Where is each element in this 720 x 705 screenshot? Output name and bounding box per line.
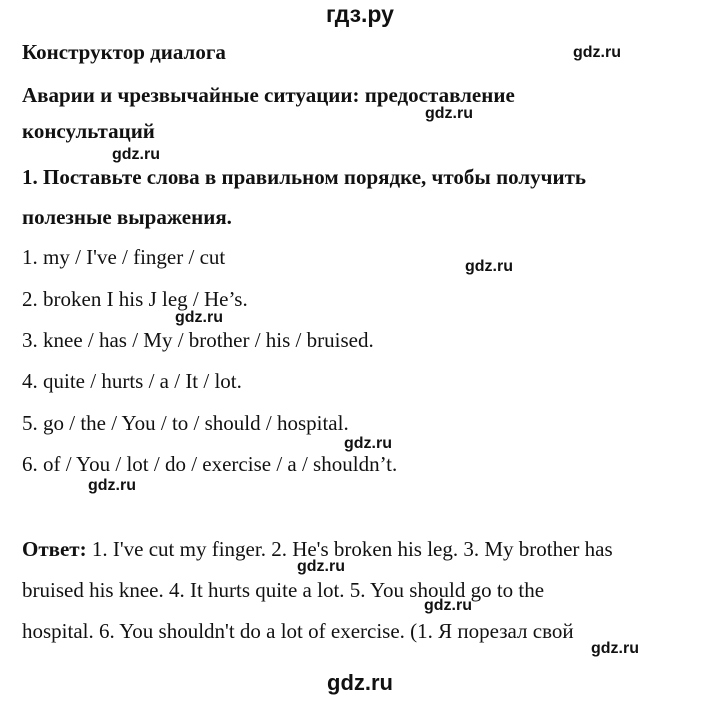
exercise-item-4: 4. quite / hurts / a / It / lot. [22, 369, 242, 393]
watermark: gdz.ru [573, 44, 621, 61]
exercise-item-6: 6. of / You / lot / do / exercise / a / shouldn’t. [22, 452, 398, 476]
answer-line-2: bruised his knee. 4. It hurts quite a lot. 5. You should go to the [22, 578, 545, 602]
exercise-item-3: 3. knee / has / My / brother / his / bruised. [22, 328, 374, 352]
site-title: гдз.ру [326, 1, 394, 27]
exercise-item-1: 1. my / I've / finger / cut [22, 245, 226, 269]
section-title: Конструктор диалога [22, 40, 226, 64]
watermark: gdz.ru [465, 258, 513, 275]
watermark: gdz.ru [112, 146, 160, 163]
exercise-item-2: 2. broken I his J leg / He’s. [22, 287, 248, 311]
watermark: gdz.ru [425, 105, 473, 122]
answer-text-1: 1. I've cut my finger. 2. He's broken his leg. 3. My brother has [86, 537, 613, 561]
topic-title-line-1: Аварии и чрезвычайные ситуации: предоставление [22, 83, 515, 107]
watermark: gdz.ru [344, 435, 392, 452]
watermark: gdz.ru [88, 477, 136, 494]
task-instruction-line-2: полезные выражения. [22, 205, 232, 229]
answer-line-3: hospital. 6. You shouldn't do a lot of exercise. (1. Я порезал свой [22, 619, 574, 643]
watermark: gdz.ru [591, 640, 639, 657]
footer-watermark: gdz.ru [327, 670, 393, 695]
exercise-item-5: 5. go / the / You / to / should / hospital. [22, 411, 349, 435]
topic-title-line-2: консультаций [22, 119, 155, 143]
answer-label: Ответ: [22, 537, 87, 561]
watermark: gdz.ru [424, 597, 472, 614]
watermark: gdz.ru [297, 558, 345, 575]
task-instruction-line-1: 1. Поставьте слова в правильном порядке, чтобы получить [22, 165, 587, 189]
watermark: gdz.ru [175, 309, 223, 326]
